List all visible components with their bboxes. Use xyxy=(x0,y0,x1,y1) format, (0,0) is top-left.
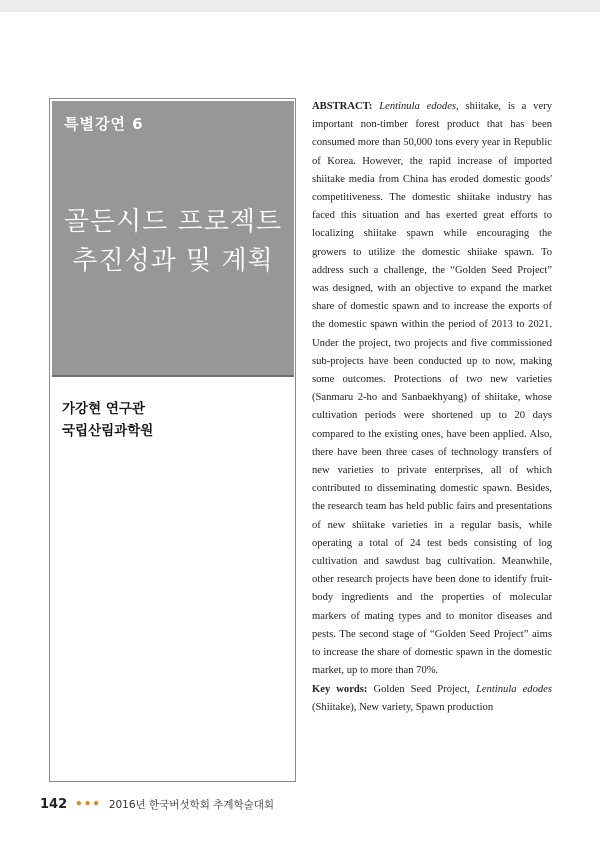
title-box xyxy=(52,101,294,377)
abstract-text: , shiitake, is a very important non-timber forest product that has been consumed more than 50,000 tons every year in Republic of Korea. However, the rapid increase of imported shiitake media from China has eroded domestic goods' competitiveness. The domestic shiitake industry has faced this situation and has exerted great efforts to localizing shiitake spawn while encouraging the growers to utilize the domestic shiiake spawn. To address such a challenge, the “Golden Seed Project” was designed, with an objective to expand the market share of domestic spawn and to increase the exports of the domestic spawn within the period of 2013 to 2021. Under the project, two projects and five commissioned sub-projects have been conducted up to now, making some outcomes. Protections of two new varieties (Sanmaru 2-ho and Sanbaekhyang) of shiitake, whose cultivation periods were shortened up to 20 days compared to the existing ones, have been applied. Also, there have been three cases of technology transfers of new varieties to private enterprises, all of which contributed to disseminating domestic spawn. Besides, the research team has held public fairs and presentations of new shiitake varieties in a regular basis, while operating a total of 24 test beds consisting of log cultivation and sawdust bag cultivation. Meanwhile, other research projects have been done to identify fruit-body ingredients and the properties of molecular markers of mating types and to monitor diseases and pests. The second stage of “Golden Seed Project” aims to increase the share of domestic spawn in the domestic market, up to more than 70%. xyxy=(312,101,552,677)
title-line-1: 골든시드 프로젝트 xyxy=(63,207,283,237)
author-name: 가강현 연구관 xyxy=(62,401,145,417)
abstract xyxy=(312,98,552,717)
main-title xyxy=(52,203,294,281)
keywords-paragraph xyxy=(312,681,552,717)
series-label: 특별강연 6 xyxy=(64,115,144,133)
keywords-label: Key words: xyxy=(312,683,368,695)
top-rule xyxy=(0,0,600,12)
author-affiliation: 국립산림과학원 xyxy=(62,423,154,439)
title-line-2: 추진성과 및 계획 xyxy=(72,246,274,276)
abstract-label: ABSTRACT: xyxy=(312,101,373,112)
footer xyxy=(40,797,274,812)
footer-dots: ••• xyxy=(74,797,101,811)
conference-name: 2016년 한국버섯학회 추계학술대회 xyxy=(108,799,275,811)
keywords-species: Lentinula edodes xyxy=(475,683,552,695)
page-number: 142 xyxy=(40,797,68,812)
author-block xyxy=(62,398,153,442)
keywords-part-1: Golden Seed Project, xyxy=(367,683,476,695)
keywords-part-2: (Shiitake), New variety, Spawn production xyxy=(312,701,494,713)
abstract-species: Lentinula edodes xyxy=(379,101,457,112)
abstract-paragraph xyxy=(312,98,552,681)
